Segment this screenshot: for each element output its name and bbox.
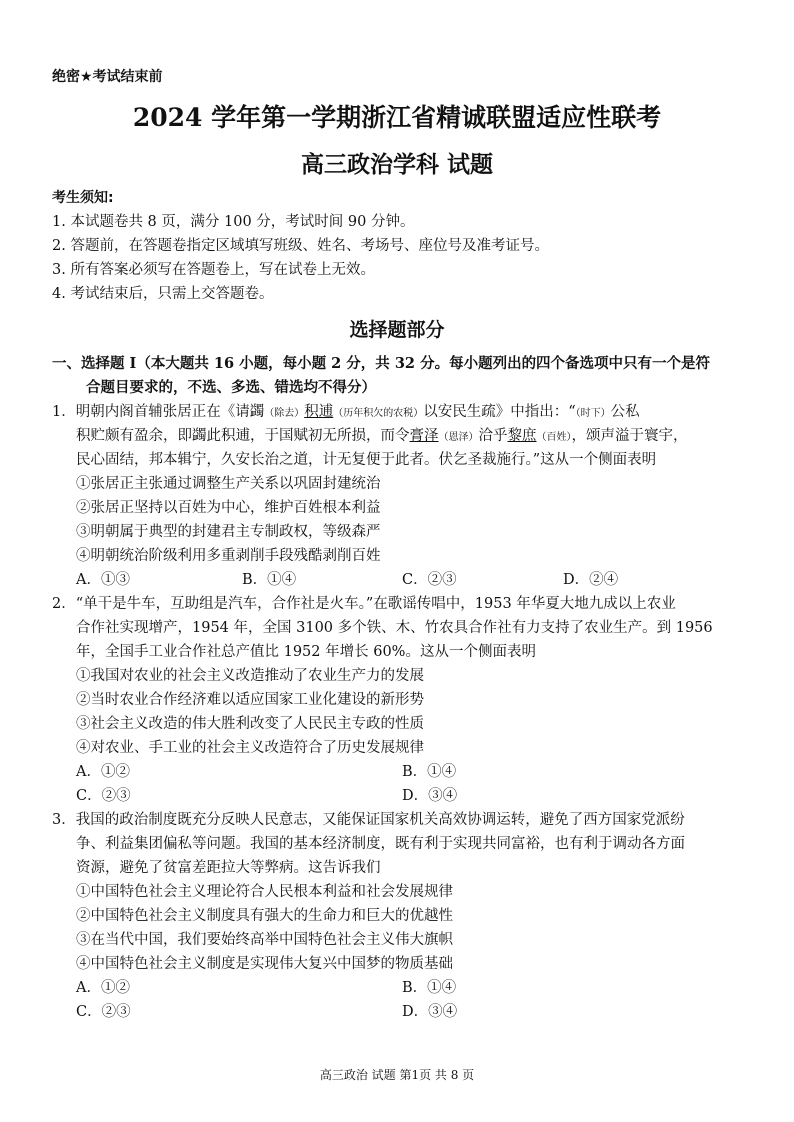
q1-underlined-term: 黎庶 bbox=[507, 428, 537, 444]
q2-statement-4: ④对农业、手工业的社会主义改造符合了历史发展规律 bbox=[76, 740, 424, 756]
q2-line-3: 年，全国手工业合作社总产值比 1952 年增长 60%。这从一个侧面表明 bbox=[76, 644, 536, 660]
q2-option-b: B．①④ bbox=[402, 764, 457, 780]
q1-text: 以安民生疏》中指出：“ bbox=[423, 404, 576, 420]
notice-item: 1. 本试题卷共 8 页，满分 100 分，考试时间 90 分钟。 bbox=[52, 214, 415, 230]
q2-line-2: 合作社实现增产，1954 年，全国 3100 多个铁、木、竹农具合作社有力支持了农业生产。到 1956 bbox=[76, 620, 713, 636]
instructions-line-2: 合题目要求的，不选、多选、错选均不得分） bbox=[86, 379, 376, 396]
q1-option-c: C．②③ bbox=[402, 572, 457, 588]
section-title: 选择题部分 bbox=[349, 319, 445, 341]
confidential-label: 绝密★考试结束前 bbox=[52, 69, 163, 85]
exam-title: 2024 学年第一学期浙江省精诚联盟适应性联考 bbox=[132, 103, 662, 132]
q1-statement-4: ④明朝统治阶级利用多重剥削手段残酷剥削百姓 bbox=[76, 548, 381, 564]
q1-text: 1．明朝内阁首辅张居正在《请蠲 bbox=[52, 404, 265, 420]
q3-option-c: C．②③ bbox=[76, 1004, 131, 1020]
q2-option-c: C．②③ bbox=[76, 788, 131, 804]
q1-gloss: （恩泽） bbox=[438, 432, 479, 443]
q2-option-d: D．③④ bbox=[402, 788, 458, 804]
q3-option-a: A．①② bbox=[76, 980, 130, 996]
q2-line-1: 2．“单干是牛车，互助组是汽车，合作社是火车。”在歌谣传唱中，1953 年华夏大地九成以上农业 bbox=[52, 596, 676, 612]
q1-statement-2: ②张居正坚持以百姓为中心，维护百姓根本利益 bbox=[76, 500, 381, 516]
instructions-line-1: 一、选择题 I（本大题共 16 小题，每小题 2 分，共 32 分。每小题列出的四个备选项中只有一个是符 bbox=[52, 355, 711, 372]
q1-text: 公私 bbox=[610, 404, 640, 420]
q3-statement-3: ③在当代中国，我们要始终高举中国特色社会主义伟大旗帜 bbox=[76, 932, 453, 948]
q2-statement-3: ③社会主义改造的伟大胜利改变了人民民主专政的性质 bbox=[76, 716, 424, 732]
notice-heading: 考生须知: bbox=[52, 190, 114, 206]
q2-statement-2: ②当时农业合作经济难以适应国家工业化建设的新形势 bbox=[76, 692, 424, 708]
q1-gloss: （除去） bbox=[264, 408, 305, 419]
q1-line-1 bbox=[52, 400, 640, 421]
q3-line-3: 资源，避免了贫富差距拉大等弊病。这告诉我们 bbox=[76, 860, 381, 876]
q2-statement-1: ①我国对农业的社会主义改造推动了农业生产力的发展 bbox=[76, 668, 424, 684]
q1-option-d: D．②④ bbox=[563, 572, 619, 588]
q1-gloss: （百姓） bbox=[536, 432, 572, 443]
q2-option-a: A．①② bbox=[76, 764, 130, 780]
q3-statement-2: ②中国特色社会主义制度具有强大的生命力和巨大的优越性 bbox=[76, 908, 453, 924]
q1-underlined-term: 积逋 bbox=[304, 404, 334, 420]
q1-option-a: A．①③ bbox=[76, 572, 130, 588]
notice-item: 4. 考试结束后，只需上交答题卷。 bbox=[52, 286, 274, 302]
q3-statement-4: ④中国特色社会主义制度是实现伟大复兴中国梦的物质基础 bbox=[76, 956, 453, 972]
q1-gloss: （历年积欠的农税） bbox=[333, 408, 424, 419]
notice-item: 3. 所有答案必须写在答题卷上，写在试卷上无效。 bbox=[52, 262, 375, 278]
page-footer: 高三政治 试题 第1页 共 8 页 bbox=[319, 1068, 475, 1082]
q1-statement-3: ③明朝属于典型的封建君主专制政权，等级森严 bbox=[76, 524, 381, 540]
q3-option-d: D．③④ bbox=[402, 1004, 458, 1020]
q1-text: 积贮颇有盈余，即蠲此积逋，于国赋初无所损，而令 bbox=[76, 428, 410, 444]
notice-item: 2. 答题前，在答题卷指定区域填写班级、姓名、考场号、座位号及准考证号。 bbox=[52, 238, 549, 254]
exam-subtitle: 高三政治学科 试题 bbox=[300, 151, 493, 178]
q3-option-b: B．①④ bbox=[402, 980, 457, 996]
q1-text: ，颂声溢于寰宇， bbox=[571, 428, 688, 444]
q1-option-b: B．①④ bbox=[242, 572, 297, 588]
q3-line-1: 3．我国的政治制度既充分反映人民意志，又能保证国家机关高效协调运转，避免了西方国家党派纷 bbox=[52, 812, 685, 828]
q1-gloss: （时下） bbox=[575, 408, 611, 419]
q3-statement-1: ①中国特色社会主义理论符合人民根本利益和社会发展规律 bbox=[76, 884, 453, 900]
q1-line-2 bbox=[76, 424, 688, 445]
q1-line-3: 民心固结，邦本辑宁，久安长治之道，计无复便于此者。伏乞圣裁施行。”这从一个侧面表明 bbox=[76, 452, 657, 468]
q1-text: 洽乎 bbox=[478, 428, 508, 444]
q1-statement-1: ①张居正主张通过调整生产关系以巩固封建统治 bbox=[76, 476, 381, 492]
q3-line-2: 争、利益集团偏私等问题。我国的基本经济制度，既有利于实现共同富裕，也有利于调动各方面 bbox=[76, 836, 685, 852]
q1-underlined-term: 膏泽 bbox=[409, 428, 439, 444]
